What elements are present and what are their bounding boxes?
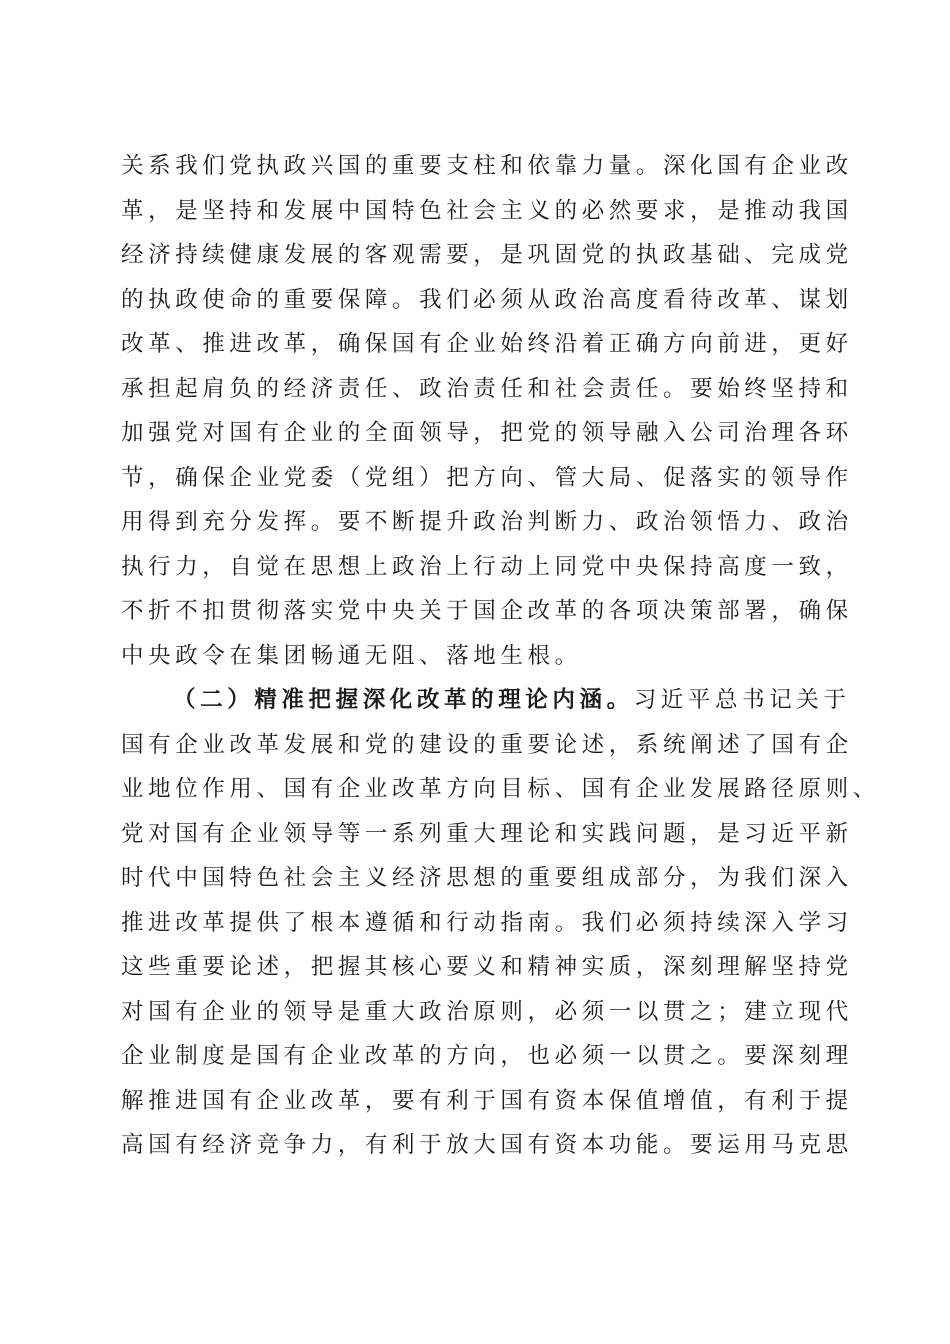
text-line: 改革、推进改革，确保国有企业始终沿着正确方向前进，更好: [121, 331, 853, 357]
text-line: 中央政令在集团畅通无阻、落地生根。: [121, 642, 582, 669]
text-line: 的执政使命的重要保障。我们必须从政治高度看待改革、谋划: [121, 286, 853, 313]
text-line: 高国有经济竞争力，有利于放大国有资本功能。要运用马克思: [121, 1132, 853, 1158]
paragraph-1: [121, 144, 853, 678]
text-run: 习近平总书记关于: [633, 687, 851, 713]
text-line: 承担起肩负的经济责任、政治责任和社会责任。要始终坚持和: [121, 375, 853, 402]
text-line: 推进改革提供了根本遵循和行动指南。我们必须持续深入学习: [121, 909, 853, 936]
text-line: 革，是坚持和发展中国特色社会主义的必然要求，是推动我国: [121, 197, 853, 224]
text-line: 加强党对国有企业的全面领导，把党的领导融入公司治理各环: [121, 420, 853, 446]
section-heading: （二）精准把握深化改革的理论内涵。: [173, 687, 634, 713]
text-line: 这些重要论述，把握其核心要义和精神实质，深刻理解坚持党: [121, 954, 853, 980]
text-line: 不折不扣贯彻落实党中央关于国企改革的各项决策部署，确保: [121, 598, 853, 624]
text-line: 国有企业改革发展和党的建设的重要论述，系统阐述了国有企: [121, 731, 853, 758]
text-line: 企业制度是国有企业改革的方向，也必须一以贯之。要深刻理: [121, 1043, 853, 1069]
paragraph-2: [121, 678, 880, 1168]
text-line: 节，确保企业党委（党组）把方向、管大局、促落实的领导作: [121, 464, 853, 491]
text-line: 对国有企业的领导是重大政治原则，必须一以贯之；建立现代: [121, 998, 853, 1025]
text-line: 解推进国有企业改革，要有利于国有资本保值增值，有利于提: [121, 1087, 853, 1114]
text-line: 党对国有企业领导等一系列重大理论和实践问题，是习近平新: [121, 820, 853, 847]
text-line: 业地位作用、国有企业改革方向目标、国有企业发展路径原则、: [121, 776, 880, 802]
text-line: 经济持续健康发展的客观需要，是巩固党的执政基础、完成党: [121, 242, 853, 268]
text-line: 执行力，自觉在思想上政治上行动上同党中央保持高度一致，: [121, 553, 853, 580]
text-line: 用得到充分发挥。要不断提升政治判断力、政治领悟力、政治: [121, 509, 853, 535]
paragraph-first-line: [121, 678, 851, 723]
text-line: 时代中国特色社会主义经济思想的重要组成部分，为我们深入: [121, 865, 853, 891]
text-line: 关系我们党执政兴国的重要支柱和依靠力量。深化国有企业改: [121, 153, 853, 179]
